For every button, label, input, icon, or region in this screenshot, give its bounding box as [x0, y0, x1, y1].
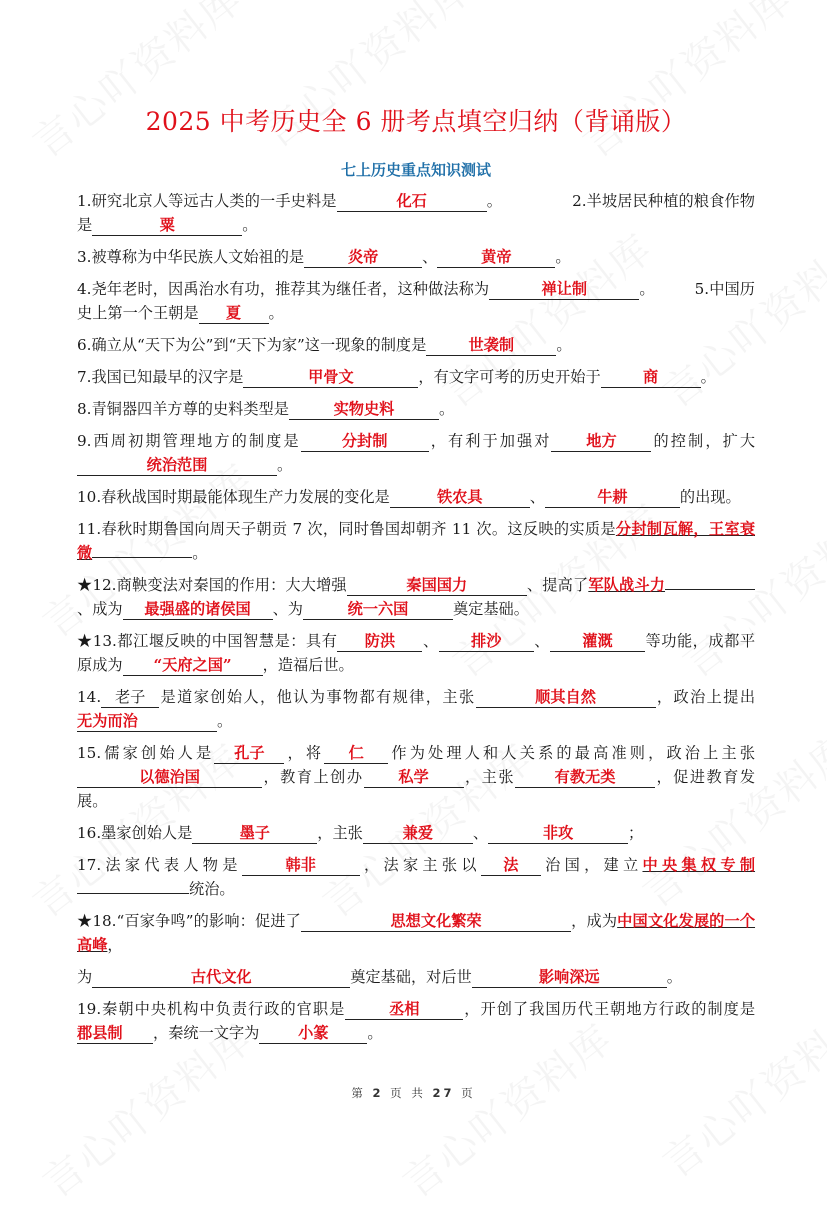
answer-blank: 古代文化	[92, 967, 350, 988]
question-text: ，政治上提出	[655, 688, 755, 706]
answer-blank: 禅让制	[489, 279, 639, 300]
total-pages: 27	[432, 1086, 455, 1100]
answer-blank: 法	[481, 855, 541, 876]
question-text: 4.尧年老时，因禹治水有功，推荐其为继任者，这种做法称为	[77, 280, 490, 298]
question-text: 、为	[272, 600, 303, 618]
question-text: 的出现。	[679, 488, 741, 506]
answer-blank: 韩非	[242, 855, 360, 876]
answer-blank: 统治范围	[77, 455, 277, 476]
answer-blank: 私学	[364, 767, 464, 788]
question-1-2	[77, 189, 755, 237]
question-text: ，成为	[571, 912, 618, 930]
question-text: ，促进教育发展。	[77, 768, 756, 810]
answer-blank: 统一六国	[303, 599, 453, 620]
answer-blank: 化石	[337, 191, 487, 212]
question-10	[77, 485, 755, 509]
answer-blank: 孔子	[214, 743, 284, 764]
question-text: 3.被尊称为中华民族人文始祖的是	[77, 248, 305, 266]
answer-blank: 中国文化发展的一个高峰	[77, 912, 756, 954]
answer-blank: 实物史料	[289, 399, 439, 420]
answer-blank: 非攻	[488, 823, 628, 844]
answer-blank: 小篆	[259, 1023, 367, 1044]
question-18-continued	[77, 965, 755, 989]
question-13	[77, 629, 755, 677]
question-text: 等功能，成都平原成为	[77, 632, 755, 674]
question-text: 是道家创始人，他认为事物都有规律，主张	[159, 688, 476, 706]
question-text: ，主张	[463, 768, 515, 786]
question-text: 10.春秋战国时期最能体现生产力发展的变化是	[77, 488, 390, 506]
question-text: 。	[192, 544, 208, 562]
question-17	[77, 853, 755, 901]
question-text: 治国，建立	[540, 856, 643, 874]
question-text: 、	[472, 824, 489, 842]
question-14	[77, 685, 755, 733]
question-text: 9.西周初期管理地方的制度是	[77, 432, 301, 450]
question-11	[77, 517, 755, 565]
question-text: ★12.商鞅变法对秦国的作用：大大增强	[77, 576, 347, 594]
question-6	[77, 333, 755, 357]
question-text: 17.法家代表人物是	[77, 856, 242, 874]
question-text: ，主张	[317, 824, 363, 842]
question-text: 、	[533, 632, 550, 650]
question-text: 奠定基础，对后世	[350, 968, 472, 986]
question-text: 。	[438, 400, 455, 418]
question-text: ★13.都江堰反映的中国智慧是：具有	[77, 632, 338, 650]
question-text: 、	[422, 248, 438, 266]
section-subtitle: 七上历史重点知识测试	[340, 161, 491, 179]
question-text: 7.我国已知最早的汉字是	[77, 368, 244, 386]
answer-blank: 老子	[101, 687, 159, 708]
question-text: ，秦统一文字为	[153, 1024, 260, 1042]
answer-blank: 军队战斗力	[588, 576, 666, 594]
answer-blank: 中央集权专制	[642, 856, 756, 874]
answer-blank: 地方	[551, 431, 651, 452]
question-text: 、成为	[77, 600, 123, 618]
answer-blank: 排沙	[439, 631, 534, 652]
question-text: 、	[422, 632, 439, 650]
page-number: 2	[372, 1086, 384, 1100]
question-text: ，将	[284, 744, 325, 762]
question-text: 16.墨家创始人是	[77, 824, 193, 842]
answer-blank: 灌溉	[550, 631, 645, 652]
question-text: 。	[277, 456, 293, 474]
footer-text: 页	[461, 1086, 476, 1100]
question-text: 15.儒家创始人是	[77, 744, 215, 762]
footer-text: 页 共	[390, 1086, 426, 1100]
question-text: 19.秦朝中央机构中负责行政的官职是	[77, 1000, 346, 1018]
answer-blank: 有教无类	[515, 767, 655, 788]
question-text: ，法家主张以	[359, 856, 481, 874]
question-15	[77, 741, 755, 813]
answer-blank: 以德治国	[77, 767, 262, 788]
question-text: 。	[486, 192, 503, 210]
question-19	[77, 997, 755, 1045]
answer-blank: 粟	[92, 215, 242, 236]
question-18	[77, 909, 755, 957]
answer-blank: 牛耕	[545, 487, 680, 508]
question-text: 为	[77, 968, 93, 986]
question-text: ，教育上创办	[262, 768, 364, 786]
question-text: ，造福后世。	[262, 656, 354, 674]
question-text: 。	[217, 712, 233, 730]
question-text: 1.研究北京人等远古人类的一手史料是	[77, 192, 337, 210]
question-3	[77, 245, 755, 269]
answer-blank: 秦国国力	[347, 575, 527, 596]
answer-blank: 世袭制	[426, 335, 556, 356]
question-text: 。	[555, 248, 571, 266]
question-text: 。	[268, 304, 284, 322]
question-text: 6.确立从“天下为公”到“天下为家”这一现象的制度是	[77, 336, 427, 354]
answer-blank: 炎帝	[304, 247, 422, 268]
answer-blank: 墨子	[192, 823, 317, 844]
question-text: 14.	[77, 688, 102, 706]
answer-blank: 商	[601, 367, 701, 388]
answer-blank: 黄帝	[437, 247, 555, 268]
answer-blank: 思想文化繁荣	[301, 911, 571, 932]
question-7	[77, 365, 755, 389]
question-text: 作为处理人和人关系的最高准则，政治上主张	[388, 744, 756, 762]
answer-blank: 无为而治	[77, 711, 217, 732]
question-text: 。	[556, 336, 572, 354]
document-title: 2025 中考历史全 6 册考点填空归纳（背诵版）	[145, 107, 687, 136]
question-text: ★18.“百家争鸣”的影响：促进了	[77, 912, 301, 930]
answer-blank: “天府之国”	[123, 655, 263, 676]
answer-blank: 郡县制	[77, 1023, 153, 1044]
answer-blank: 影响深远	[472, 967, 667, 988]
question-text: 2.半坡居民种植的粮食作物是	[77, 192, 755, 234]
question-4-5	[77, 277, 755, 325]
answer-blank-tail	[77, 893, 189, 894]
page-footer	[0, 1085, 827, 1101]
answer-blank: 顺其自然	[476, 687, 656, 708]
question-text: 11.春秋时期鲁国向周天子朝贡 7 次，同时鲁国却朝齐 11 次。这反映的实质是	[77, 520, 616, 538]
question-text: 、提高了	[526, 576, 589, 594]
question-text: 。	[639, 280, 655, 298]
question-text: 奠定基础。	[452, 600, 529, 618]
answer-blank: 丞相	[345, 999, 463, 1020]
answer-blank-tail	[92, 557, 192, 558]
answer-blank: 夏	[199, 303, 269, 324]
question-text: ；	[628, 824, 644, 842]
answer-blank: 甲骨文	[243, 367, 418, 388]
answer-blank: 分封制	[301, 431, 429, 452]
question-8	[77, 397, 755, 421]
answer-blank: 铁农具	[390, 487, 530, 508]
answer-blank: 仁	[324, 743, 388, 764]
question-text: 、	[529, 488, 545, 506]
question-text: 。	[242, 216, 258, 234]
question-text: 。	[700, 368, 716, 386]
question-text: ，有文字可考的历史开始于	[418, 368, 601, 386]
answer-blank: 最强盛的诸侯国	[123, 599, 273, 620]
question-text: ，有利于加强对	[428, 432, 552, 450]
answer-blank-tail	[665, 589, 755, 590]
question-text: 。	[367, 1024, 383, 1042]
question-text: 8.青铜器四羊方尊的史料类型是	[77, 400, 289, 418]
question-16	[77, 821, 755, 845]
answer-blank: 防洪	[337, 631, 422, 652]
question-9	[77, 429, 755, 477]
question-text: ，开创了我国历代王朝地方行政的制度是	[463, 1000, 756, 1018]
question-text: 5.中国历史上第一个王朝是	[77, 280, 755, 322]
question-text: 统治。	[189, 880, 235, 898]
footer-text: 第	[351, 1086, 366, 1100]
answer-blank: 分封制瓦解，王室衰微	[77, 520, 756, 562]
question-text: 的控制，扩大	[651, 432, 756, 450]
question-text: ，	[107, 936, 123, 954]
answer-blank: 兼爱	[363, 823, 473, 844]
question-text: 。	[666, 968, 682, 986]
question-12	[77, 573, 755, 621]
